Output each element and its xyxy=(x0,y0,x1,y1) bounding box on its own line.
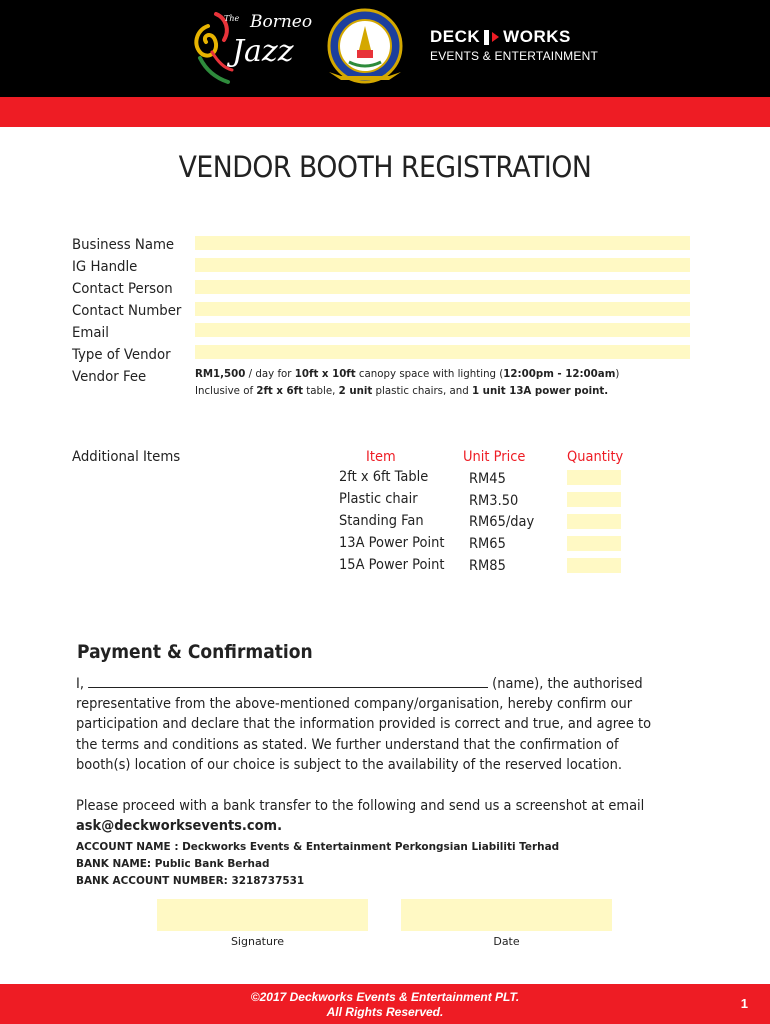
play-triangle-icon xyxy=(492,32,499,42)
vendor-fee-label: Vendor Fee xyxy=(72,369,147,385)
fee-incl: Inclusive of xyxy=(195,384,257,397)
ig-handle-field[interactable] xyxy=(195,258,690,272)
logo-borneo-text: Borneo xyxy=(250,12,313,32)
contact-number-label: Contact Number xyxy=(72,303,182,319)
bank-name: BANK NAME: Public Bank Berhad xyxy=(76,857,270,870)
quantity-field-13a[interactable] xyxy=(567,536,621,551)
copyright-text xyxy=(0,990,770,1020)
item-name: Plastic chair xyxy=(339,491,418,507)
bank-instructions xyxy=(76,796,671,836)
item-price: RM85 xyxy=(469,558,506,574)
account-name: ACCOUNT NAME : Deckworks Events & Entertainment Perkongsian Liabiliti Terhad xyxy=(76,840,560,853)
header-red-band xyxy=(0,97,770,127)
seal-logo xyxy=(321,6,409,92)
vendor-fee-line-1 xyxy=(195,367,619,380)
item-name: 15A Power Point xyxy=(339,557,445,573)
account-number: BANK ACCOUNT NUMBER: 3218737531 xyxy=(76,874,305,887)
fee-hours: 12:00pm - 12:00am xyxy=(503,367,616,380)
contact-number-field[interactable] xyxy=(195,302,690,316)
fee-chairs: 2 unit xyxy=(338,384,373,397)
quantity-field-15a[interactable] xyxy=(567,558,621,573)
date-label: Date xyxy=(493,935,520,948)
item-price: RM65/day xyxy=(469,514,535,530)
fee-chairs-desc: plastic chairs, and xyxy=(372,384,472,397)
item-name: Standing Fan xyxy=(339,513,424,529)
brand-right-text: WORKS xyxy=(503,27,571,46)
item-name: 2ft x 6ft Table xyxy=(339,469,429,485)
unit-price-column-header: Unit Price xyxy=(463,449,526,465)
vendor-fee-line-2 xyxy=(195,384,608,397)
fee-per-day: / day for xyxy=(245,367,295,380)
divider-bar-icon xyxy=(484,30,489,45)
business-name-field[interactable] xyxy=(195,236,690,250)
signature-label: Signature xyxy=(230,935,285,948)
email-label: Email xyxy=(72,325,109,341)
bank-intro-text: Please proceed with a bank transfer to the following and send us a screenshot at email xyxy=(76,798,645,814)
confirmation-paragraph xyxy=(76,674,671,775)
logo-jazz-text: Jazz xyxy=(232,34,294,69)
item-column-header: Item xyxy=(366,449,396,465)
quantity-field-fan[interactable] xyxy=(567,514,621,529)
quantity-column-header: Quantity xyxy=(567,449,624,465)
fee-space-desc: canopy space with lighting ( xyxy=(355,367,504,380)
deckworks-logo xyxy=(430,27,598,67)
contact-email: ask@deckworksevents.com. xyxy=(76,818,283,834)
fee-amount: RM1,500 xyxy=(195,367,246,380)
fee-close: ) xyxy=(615,367,620,380)
business-name-label: Business Name xyxy=(72,237,175,253)
header-bar xyxy=(0,0,770,97)
signature-field[interactable] xyxy=(157,899,368,931)
quantity-field-chair[interactable] xyxy=(567,492,621,507)
fee-table: 2ft x 6ft xyxy=(256,384,303,397)
page-title: VENDOR BOOTH REGISTRATION xyxy=(178,150,592,184)
confirmation-body: (name), the authorised representative from the above-mentioned company/organisation, hereby confirm our participation and declare that the information provided is correct and true, and agree to the terms and conditions as stated. We further understand that the confirmation of booth(s) location of our choice is subject to the availability of the reserved location. xyxy=(76,676,652,773)
borneo-jazz-logo xyxy=(186,8,313,88)
fee-space: 10ft x 10ft xyxy=(294,367,356,380)
additional-items-label: Additional Items xyxy=(72,449,181,465)
item-name: 13A Power Point xyxy=(339,535,445,551)
brand-left-text: DECK xyxy=(430,27,481,46)
vendor-type-field[interactable] xyxy=(195,345,690,359)
item-price: RM45 xyxy=(469,471,506,487)
footer-bar xyxy=(0,984,770,1024)
contact-person-label: Contact Person xyxy=(72,281,173,297)
fee-power: 1 unit 13A power point. xyxy=(471,384,609,397)
contact-person-field[interactable] xyxy=(195,280,690,294)
brand-subtitle: EVENTS & ENTERTAINMENT xyxy=(430,49,598,63)
fee-table-desc: table, xyxy=(302,384,339,397)
vendor-type-label: Type of Vendor xyxy=(72,347,171,363)
page-number: 1 xyxy=(740,996,748,1011)
item-price: RM65 xyxy=(469,536,506,552)
copyright-line-2: All Rights Reserved. xyxy=(326,1005,444,1019)
quantity-field-table[interactable] xyxy=(567,470,621,485)
confirmation-prefix: I, xyxy=(76,676,89,692)
deckworks-wordmark xyxy=(430,27,571,47)
payment-heading: Payment & Confirmation xyxy=(77,641,313,663)
logo-small-text: The xyxy=(224,14,240,23)
seal-emblem-icon xyxy=(321,6,409,92)
ig-handle-label: IG Handle xyxy=(72,259,138,275)
copyright-line-1: ©2017 Deckworks Events & Entertainment PLT. xyxy=(250,990,520,1004)
email-field[interactable] xyxy=(195,323,690,337)
date-field[interactable] xyxy=(401,899,612,931)
item-price: RM3.50 xyxy=(469,493,519,509)
name-blank-line[interactable] xyxy=(88,675,488,688)
